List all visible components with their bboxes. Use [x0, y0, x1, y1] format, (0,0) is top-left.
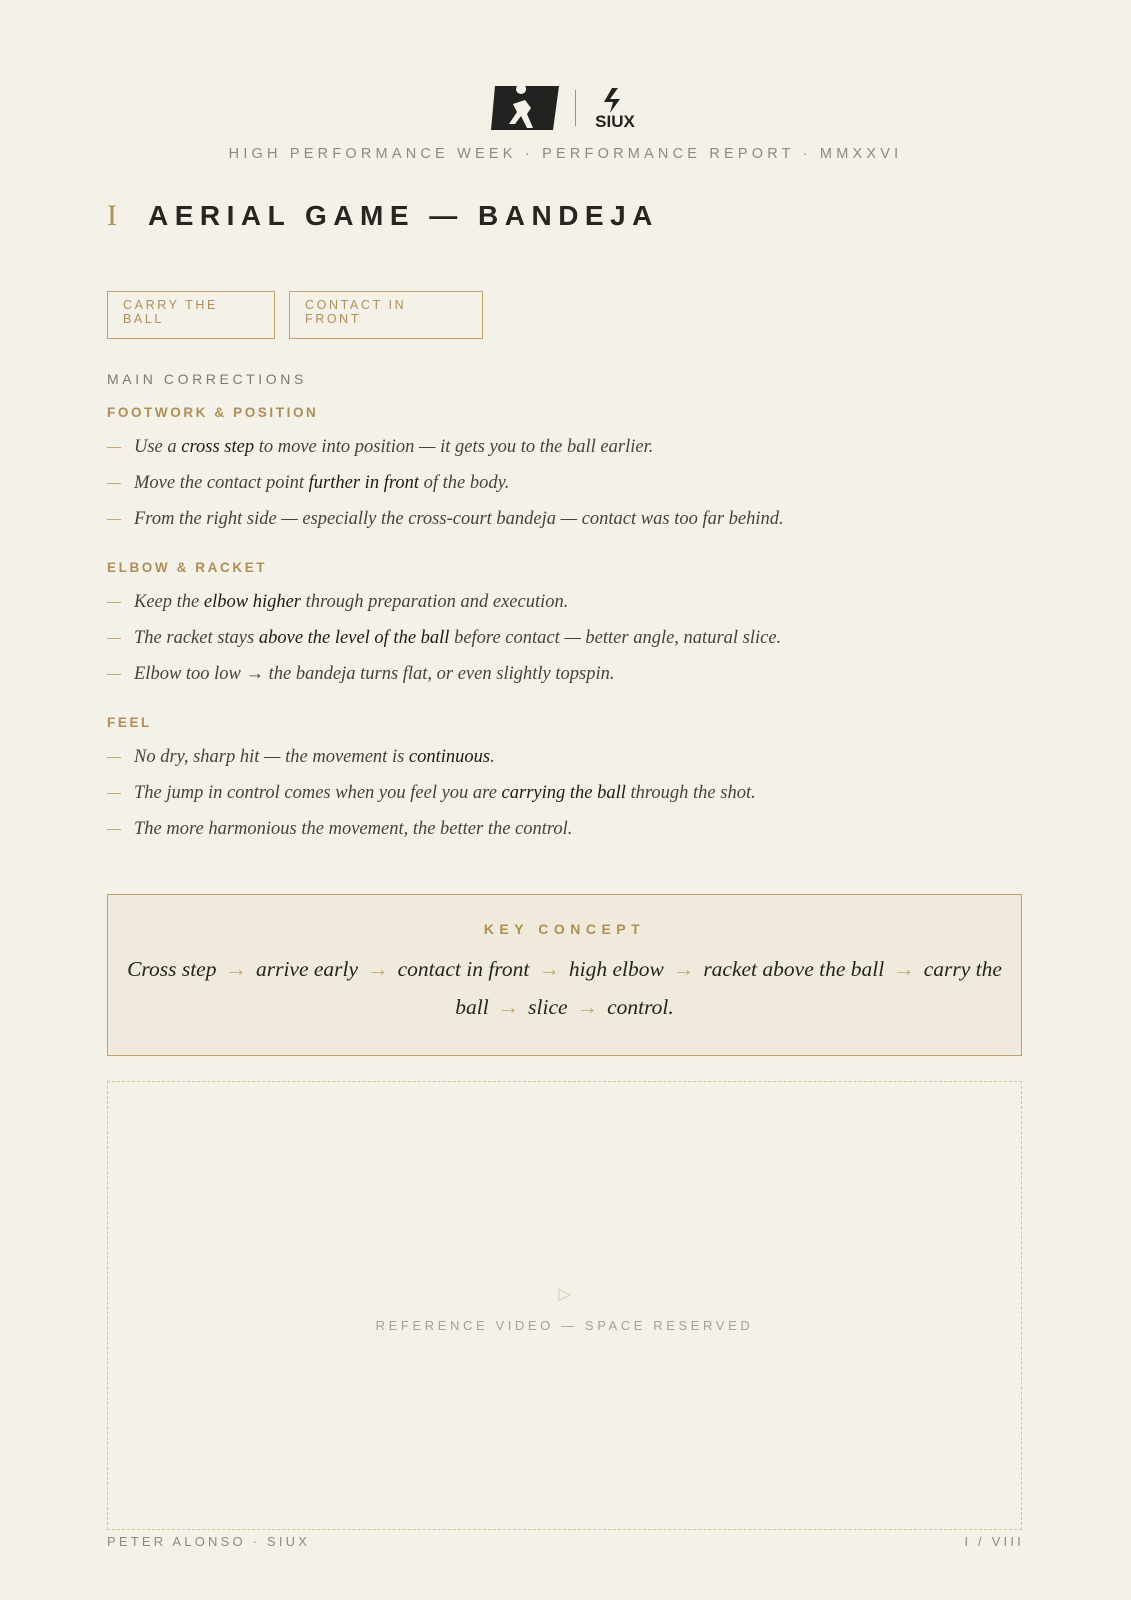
- report-subtitle: HIGH PERFORMANCE WEEK · PERFORMANCE REPORT · MMXXVI: [228, 146, 903, 162]
- tag-carry-the-ball: CARRY THE BALL: [107, 291, 275, 339]
- siux-logo-text: SIUX: [595, 112, 635, 131]
- list-item-text: Elbow too low → the bandeja turns flat, or even slightly topspin.: [134, 663, 615, 684]
- group-title-feel: FEEL: [107, 715, 152, 730]
- concept-step: control.: [607, 995, 674, 1019]
- footer-author: PETER ALONSO · SIUX: [107, 1534, 311, 1549]
- list-item: [107, 435, 653, 459]
- key-concept-line-1: [108, 957, 1021, 982]
- tag-contact-in-front: CONTACT IN FRONT: [289, 291, 483, 339]
- list-item-text: Move the contact point further in front of the body.: [134, 472, 510, 493]
- concept-step: carry the: [923, 957, 1002, 981]
- tag-list: [107, 291, 483, 339]
- list-item-text: Use a cross step to move into position — it gets you to the ball earlier.: [134, 436, 654, 457]
- key-concept-line-2: [108, 995, 1021, 1020]
- arrow-right-icon: →: [538, 957, 560, 981]
- list-item-text: The racket stays above the level of the ball before contact — better angle, natural slice.: [134, 627, 782, 648]
- dash-marker: [107, 638, 121, 639]
- dash-marker: [107, 829, 121, 830]
- arrow-right-icon: →: [225, 957, 247, 981]
- video-placeholder[interactable]: [107, 1081, 1022, 1530]
- arrow-right-icon: →: [672, 957, 695, 981]
- dash-marker: [107, 447, 121, 448]
- concept-step: high elbow: [568, 957, 664, 981]
- list-item-text: No dry, sharp hit — the movement is continuous.: [134, 746, 495, 767]
- video-placeholder-label: REFERENCE VIDEO — SPACE RESERVED: [375, 1318, 754, 1333]
- logo-row: [0, 84, 1131, 132]
- list-item: [107, 781, 756, 805]
- list-item: [107, 626, 781, 650]
- concept-step: arrive early: [255, 957, 359, 981]
- dash-marker: [107, 674, 121, 675]
- logo-divider: [575, 90, 576, 126]
- arrow-right-icon: →: [367, 957, 389, 981]
- play-icon[interactable]: ▷: [558, 1286, 571, 1303]
- list-item-text: The more harmonious the movement, the better the control.: [134, 818, 573, 839]
- arrow-right-icon: →: [497, 995, 520, 1019]
- page-number: I / VIII: [964, 1534, 1024, 1549]
- key-concept-title: KEY CONCEPT: [483, 921, 646, 937]
- dash-marker: [107, 519, 121, 520]
- section-numeral: I: [107, 199, 117, 232]
- list-item: [107, 590, 568, 614]
- dash-marker: [107, 483, 121, 484]
- arrow-right-icon: →: [576, 995, 599, 1019]
- group-title-elbow-racket: ELBOW & RACKET: [107, 560, 268, 575]
- list-item-text: The jump in control comes when you feel you are carrying the ball through the shot.: [134, 782, 756, 803]
- dash-marker: [107, 602, 121, 603]
- group-title-footwork: FOOTWORK & POSITION: [107, 405, 319, 420]
- siux-logo: [590, 85, 640, 131]
- concept-step: ball: [455, 995, 489, 1019]
- list-item: [107, 817, 572, 841]
- concept-step: Cross step: [127, 957, 217, 981]
- list-item: [107, 507, 784, 531]
- dash-marker: [107, 757, 121, 758]
- section-title: AERIAL GAME — BANDEJA: [148, 200, 659, 231]
- concept-step: racket above the ball: [703, 957, 885, 981]
- list-item: [107, 471, 509, 495]
- list-item: [107, 745, 495, 769]
- list-item-text: Keep the elbow higher through preparation and execution.: [134, 591, 569, 612]
- list-item: [107, 662, 614, 686]
- key-concept-box: [107, 894, 1022, 1056]
- dash-marker: [107, 793, 121, 794]
- pa-logo: [491, 84, 561, 132]
- concept-step: contact in front: [397, 957, 530, 981]
- concept-step: slice: [528, 995, 568, 1019]
- list-item-text: From the right side — especially the cross-court bandeja — contact was too far behind.: [134, 508, 784, 529]
- arrow-right-icon: →: [893, 957, 915, 981]
- main-corrections-label: MAIN CORRECTIONS: [107, 371, 307, 387]
- section-heading: [107, 199, 659, 233]
